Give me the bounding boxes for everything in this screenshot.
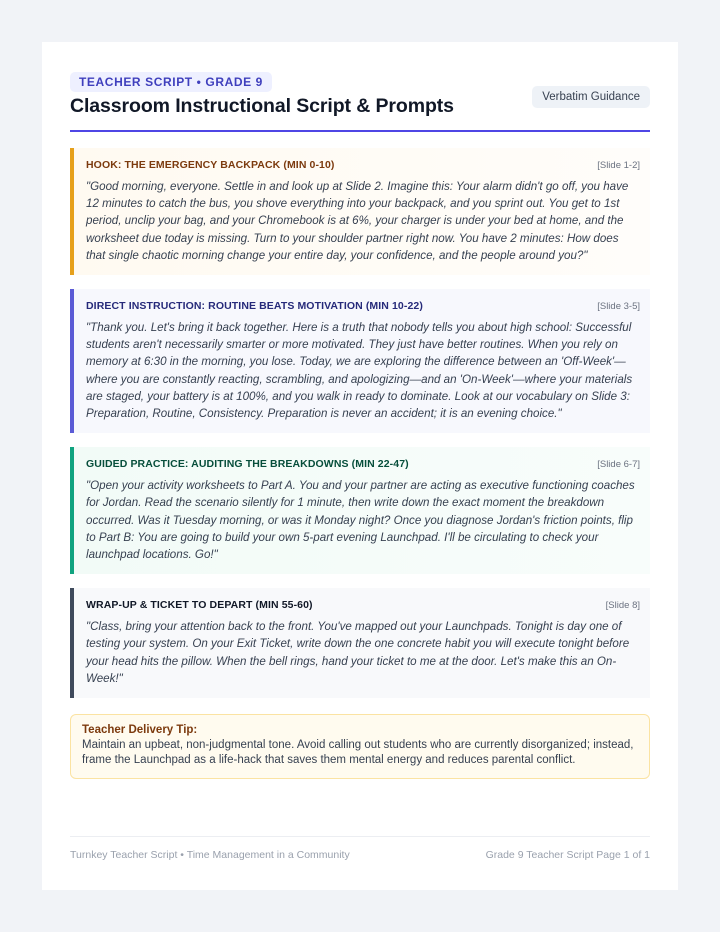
page-title: Classroom Instructional Script & Prompts bbox=[70, 95, 454, 117]
script-text: "Thank you. Let's bring it back together. Here is a truth that nobody tells you about high school: Successful students aren't necessarily smarter or more motivated. They just have better routines. When you rely on memory at 6:30 in the morning, you lose. Today, we are exploring the difference between an 'Off-Week'—where you are constantly reacting, scrambling, and apologizing—and an 'On-Week'—where your materials are staged, your battery is at 100%, and you walk in ready to dominate. Look at our vocabulary on Slide 3: Preparation, Routine, Consistency. Preparation is never an accident; it is an evening choice." bbox=[86, 321, 633, 421]
footer-right-text: Grade 9 Teacher Script Page 1 of 1 bbox=[485, 849, 650, 861]
delivery-tip-box bbox=[70, 714, 650, 779]
slide-ref: [Slide 6-7] bbox=[597, 459, 640, 471]
section-title: GUIDED PRACTICE: AUDITING THE BREAKDOWNS (MIN 22-47) bbox=[86, 458, 409, 471]
page-header bbox=[70, 72, 650, 132]
verbatim-badge: Verbatim Guidance bbox=[532, 86, 650, 108]
section-title: DIRECT INSTRUCTION: ROUTINE BEATS MOTIVATION (MIN 10-22) bbox=[86, 300, 423, 313]
section-title: HOOK: THE EMERGENCY BACKPACK (MIN 0-10) bbox=[86, 159, 335, 171]
tip-title: Teacher Delivery Tip: bbox=[82, 724, 198, 737]
script-text: "Good morning, everyone. Settle in and look up at Slide 2. Imagine this: Your alarm didn't go off, you have 12 minutes to catch the bus, you shove everything into your backpack, and you sprint out. You get to 1st period, unclip your bag, and your Chromebook is at 6%, your charger is under your bed at home, and the worksheet due today is missing. Turn to your shoulder partner right now. You have 2 minutes: How does that single chaotic morning change your entire day, your confidence, and the people around you?" bbox=[86, 180, 629, 262]
footer-left-text: Turnkey Teacher Script • Time Management in a Community bbox=[70, 849, 350, 861]
script-page bbox=[42, 42, 678, 890]
slide-ref: [Slide 8] bbox=[605, 600, 640, 612]
section-title: WRAP-UP & TICKET TO DEPART (MIN 55-60) bbox=[86, 599, 313, 612]
section-wrap-up bbox=[70, 588, 650, 698]
eyebrow-badge: TEACHER SCRIPT • GRADE 9 bbox=[70, 72, 272, 92]
script-text: "Class, bring your attention back to the front. You've mapped out your Launchpads. Tonight is day one of testing your system. On your Exit Ticket, write down the one concrete habit you will execute tonight before your head hits the pillow. When the bell rings, hand your ticket to me at the door. Let's make this an On-Week!" bbox=[86, 620, 630, 685]
tip-text: Maintain an upbeat, non-judgmental tone. Avoid calling out students who are currently disorganized; instead, frame the Launchpad as a life-hack that saves them mental energy and reduces parental conflict. bbox=[82, 739, 634, 767]
slide-ref: [Slide 3-5] bbox=[597, 301, 640, 313]
page-footer bbox=[70, 836, 650, 861]
section-guided-practice bbox=[70, 447, 650, 574]
slide-ref: [Slide 1-2] bbox=[597, 160, 640, 171]
section-direct-instruction bbox=[70, 289, 650, 433]
script-text: "Open your activity worksheets to Part A. You and your partner are acting as executive functioning coaches for Jordan. Read the scenario silently for 1 minute, then write down the exact moment the breakdown occurred. Was it Tuesday morning, or was it Monday night? Once you diagnose Jordan's friction points, flip to Part B: You are going to build your own 5-part evening Launchpad. I'll be circulating to check your launchpad locations. Go!" bbox=[86, 479, 635, 562]
section-hook bbox=[70, 148, 650, 275]
